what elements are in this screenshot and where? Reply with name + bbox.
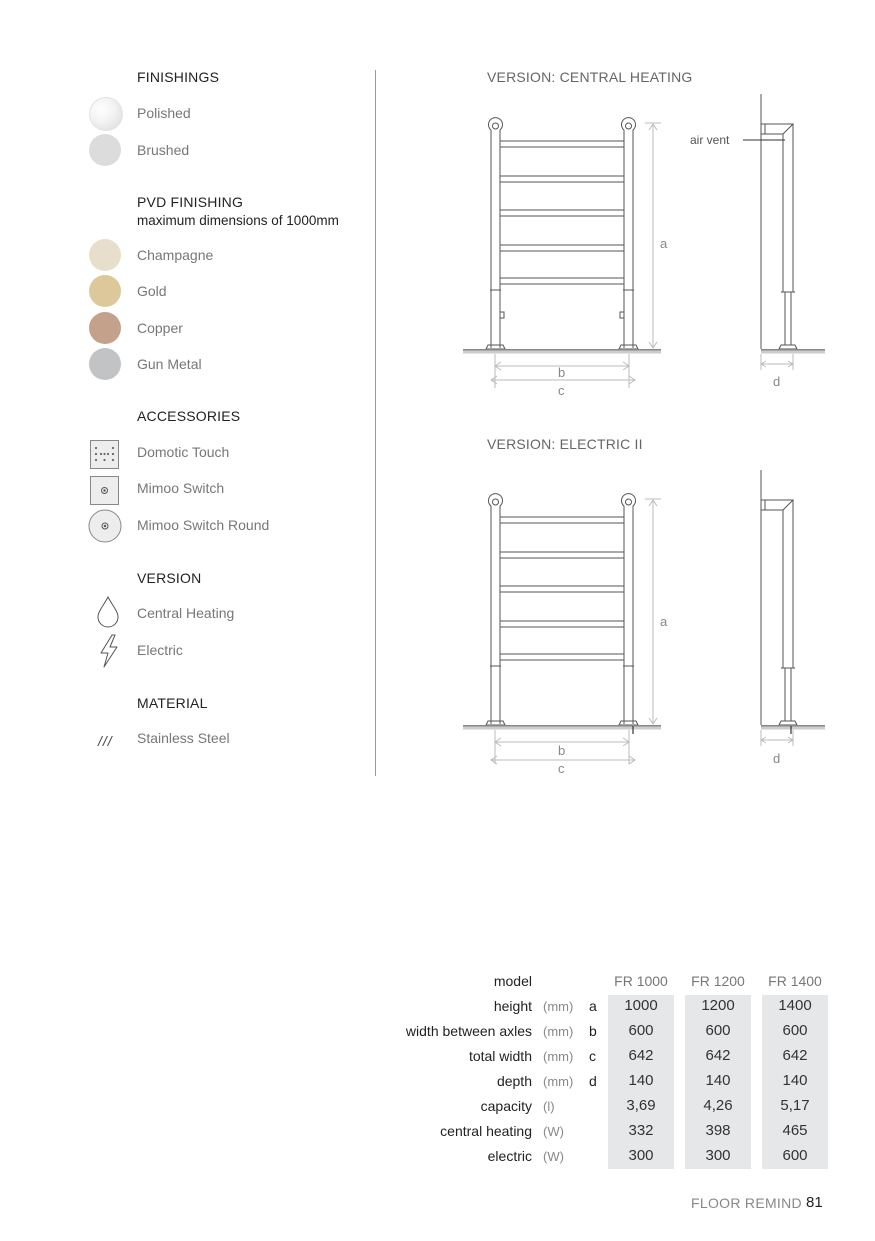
spec-row-unit: (W) <box>543 1149 564 1164</box>
air-vent-label: air vent <box>690 133 730 147</box>
accessory-label-mimoo-switch: Mimoo Switch <box>137 480 225 496</box>
spec-row-label: depth <box>496 1073 532 1089</box>
central-dim-a: a <box>660 236 668 251</box>
spec-cell: 332 <box>628 1122 654 1139</box>
electric-drawing <box>455 464 835 784</box>
spec-cell: 140 <box>782 1072 808 1089</box>
spec-cell: 5,17 <box>780 1097 810 1114</box>
central-dim-d: d <box>773 374 781 389</box>
accessories-heading: ACCESSORIES <box>137 408 241 424</box>
spec-row-unit: (mm) <box>543 1074 574 1089</box>
brushed-swatch <box>89 134 121 166</box>
central-heating-drawing <box>455 88 835 408</box>
spec-cell: 642 <box>705 1047 731 1064</box>
spec-cell: 600 <box>782 1147 808 1164</box>
spec-row-unit: (W) <box>543 1124 564 1139</box>
champagne-swatch <box>89 239 121 271</box>
spec-row-unit: (l) <box>543 1099 555 1114</box>
spec-row-label: total width <box>468 1048 532 1064</box>
spec-cell: 1000 <box>624 997 658 1014</box>
spec-cell: 642 <box>628 1047 654 1064</box>
spec-cell: 300 <box>705 1147 731 1164</box>
spec-cell: 600 <box>628 1022 654 1039</box>
mimoo-switch-icon <box>90 476 120 506</box>
lightning-icon <box>98 634 120 668</box>
footer-title: FLOOR REMIND <box>691 1195 802 1211</box>
accessory-label-domotic-touch: Domotic Touch <box>137 444 230 460</box>
model-header-fr1200: FR 1200 <box>691 973 745 989</box>
electric-dim-b: b <box>558 743 566 758</box>
material-label-stainless-steel: Stainless Steel <box>137 730 230 746</box>
page-number: 81 <box>806 1194 823 1211</box>
model-header-fr1400: FR 1400 <box>768 973 822 989</box>
electric-dim-c: c <box>558 761 565 776</box>
central-dim-c: c <box>558 383 565 398</box>
pvd-label-gold: Gold <box>137 283 167 299</box>
spec-row-dimension-letter: a <box>589 998 597 1014</box>
spec-row-dimension-letter: c <box>589 1048 596 1064</box>
pvd-label-copper: Copper <box>137 320 183 336</box>
spec-cell: 642 <box>782 1047 808 1064</box>
material-heading: MATERIAL <box>137 695 208 711</box>
spec-cell: 600 <box>782 1022 808 1039</box>
spec-cell: 1200 <box>701 997 735 1014</box>
model-label: model <box>493 973 532 989</box>
spec-row-label: height <box>493 998 532 1014</box>
spec-cell: 1400 <box>778 997 812 1014</box>
spec-row-label: central heating <box>440 1123 532 1139</box>
pvd-note: maximum dimensions of 1000mm <box>137 213 339 228</box>
copper-swatch <box>89 312 121 344</box>
spec-row-dimension-letter: b <box>589 1023 597 1039</box>
mimoo-switch-round-icon <box>88 509 122 543</box>
spec-cell: 3,69 <box>626 1097 656 1114</box>
spec-row-unit: (mm) <box>543 1024 574 1039</box>
finish-label-polished: Polished <box>137 105 191 121</box>
spec-cell: 398 <box>705 1122 731 1139</box>
spec-cell: 140 <box>628 1072 654 1089</box>
spec-cell: 140 <box>705 1072 731 1089</box>
version-label-central-heating: Central Heating <box>137 605 235 621</box>
spec-row-dimension-letter: d <box>589 1073 597 1089</box>
spec-cell: 465 <box>782 1122 808 1139</box>
spec-cell: 4,26 <box>703 1097 733 1114</box>
pvd-label-champagne: Champagne <box>137 247 214 263</box>
finish-label-brushed: Brushed <box>137 142 190 158</box>
pvd-heading: PVD FINISHING <box>137 194 244 210</box>
central-heating-title: VERSION: CENTRAL HEATING <box>487 69 693 85</box>
model-header-fr1000: FR 1000 <box>614 973 668 989</box>
spec-row-unit: (mm) <box>543 999 574 1014</box>
gun-metal-swatch <box>89 348 121 380</box>
spec-row-label: electric <box>487 1148 532 1164</box>
spec-cell: 300 <box>628 1147 654 1164</box>
domotic-touch-icon <box>90 440 120 470</box>
version-heading: VERSION <box>137 570 202 586</box>
spec-row-label: capacity <box>480 1098 532 1114</box>
electric-title: VERSION: ELECTRIC II <box>487 436 643 452</box>
spec-row-label: width between axles <box>405 1023 532 1039</box>
electric-dim-d: d <box>773 751 781 766</box>
spec-cell: 600 <box>705 1022 731 1039</box>
spec-row-unit: (mm) <box>543 1049 574 1064</box>
central-dim-b: b <box>558 365 566 380</box>
column-divider <box>375 70 376 776</box>
pvd-label-gun-metal: Gun Metal <box>137 356 202 372</box>
polished-swatch <box>89 97 123 131</box>
version-label-electric: Electric <box>137 642 183 658</box>
stainless-steel-icon: /// <box>98 733 113 749</box>
accessory-label-mimoo-switch-round: Mimoo Switch Round <box>137 517 270 533</box>
gold-swatch <box>89 275 121 307</box>
finishings-heading: FINISHINGS <box>137 69 220 85</box>
water-drop-icon <box>96 596 120 628</box>
electric-dim-a: a <box>660 614 668 629</box>
